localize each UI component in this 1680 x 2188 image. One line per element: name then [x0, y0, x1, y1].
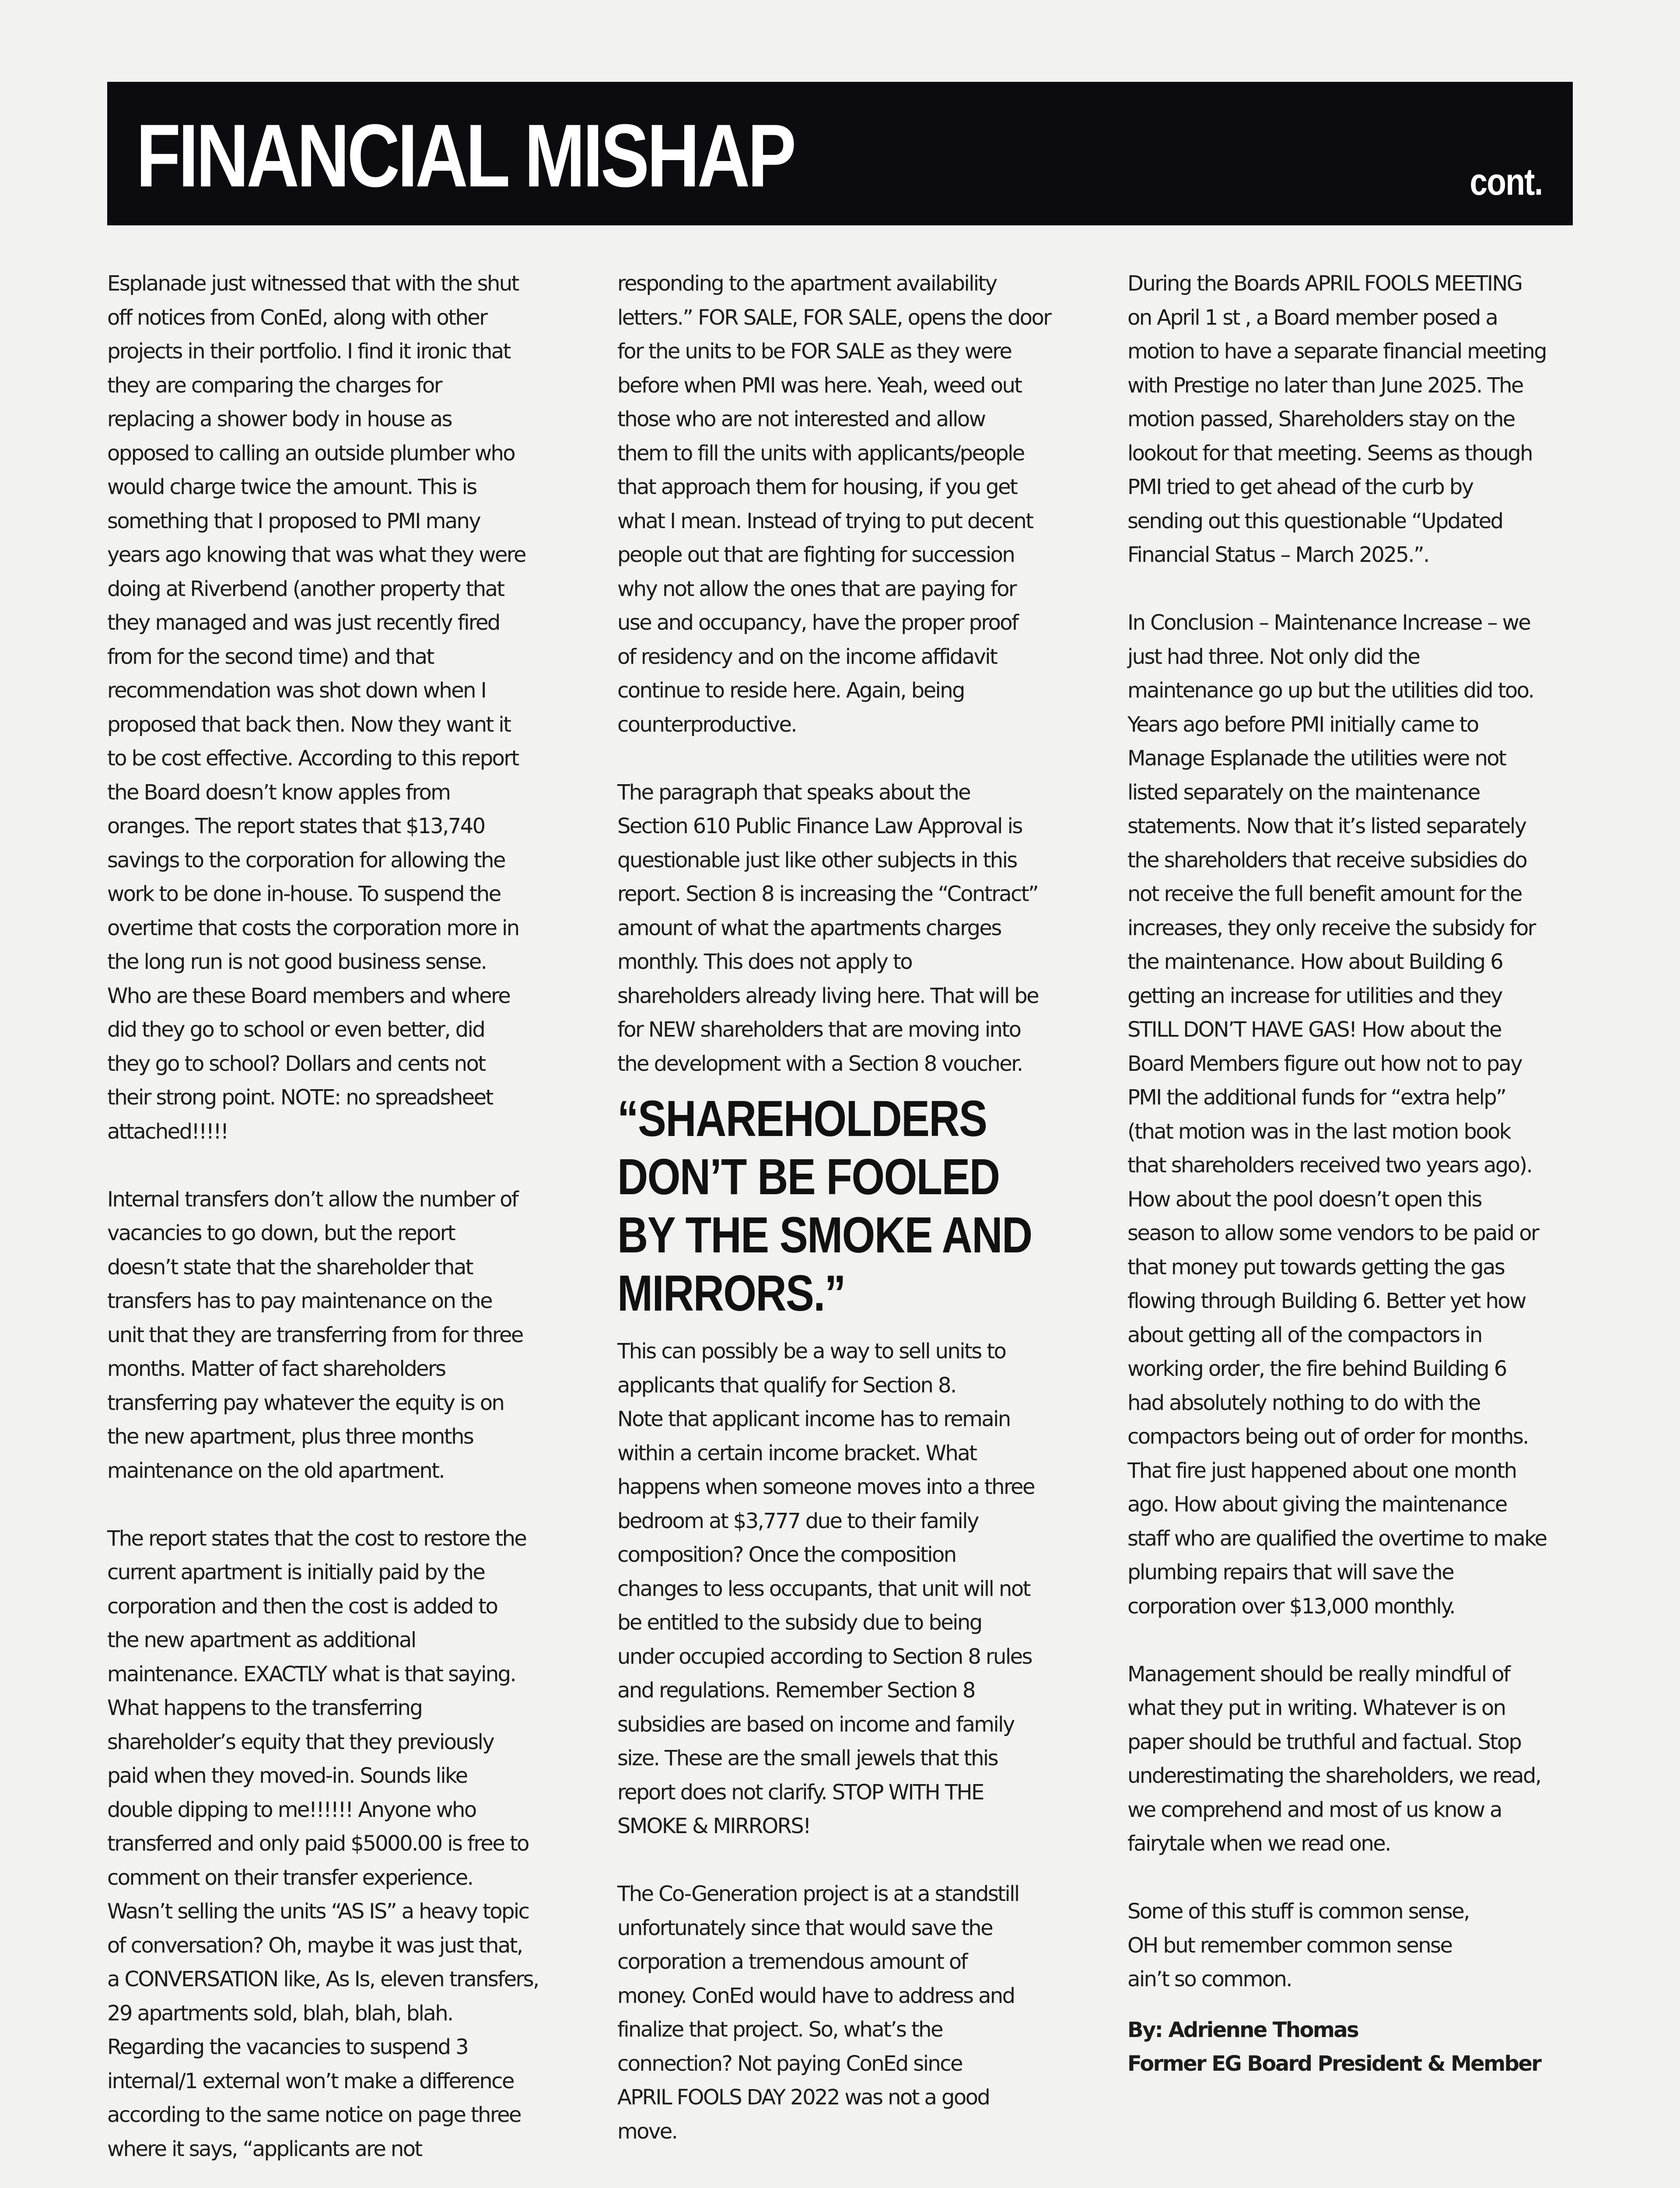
paragraph: The report states that the cost to restore the current apartment is initially paid by the corporation and then the cost is added to the new apartment as additional maintenance. EXACTLY what is that saying. What happens to the transferring shareholder’s equity that they previously paid when they moved-in. Sounds like double dipping to me!!!!!! Anyone who transferred and only paid $5000.00 is free to comment on their transfer experience. Wasn’t selling the units “AS IS” a heavy topic of conversation? Oh, maybe it was just that, a CONVERSATION like, As Is, eleven transfers, 29 apartments sold, blah, blah, blah. Regarding the vacancies to suspend 3 internal/1 external won’t make a difference according to the same notice on page three where it says, “applicants are not	[107, 1526, 539, 2161]
article-column-right	[1127, 267, 1574, 2115]
paragraph: During the Boards APRIL FOOLS MEETING on April 1 st , a Board member posed a motion to have a separate financial meeting with Prestige no later than June 2025. The motion passed, Shareholders stay on the lookout for that meeting. Seems as though PMI tried to get ahead of the curb by sending out this questionable “Updated Financial Status – March 2025.”.	[1127, 271, 1546, 567]
paragraph: Internal transfers don’t allow the number of vacancies to go down, but the report doesn’t state that the shareholder that transfers has to pay maintenance on the unit that they are transferring from for three months. Matter of fact shareholders transferring pay whatever the equity is on the new apartment, plus three months maintenance on the old apartment.	[107, 1187, 523, 1483]
paragraph: The Co-Generation project is at a standstill unfortunately since that would save the corporation a tremendous amount of money. ConEd would have to address and finalize that project. So, what’s the connection? Not paying ConEd since APRIL FOOLS DAY 2022 was not a good move.	[617, 1882, 1019, 2144]
article-column-middle	[617, 267, 1064, 2183]
paragraph: Esplanade just witnessed that with the shut off notices from ConEd, along with other projects in their portfolio. I find it ironic that they are comparing the charges for replacing a shower body in house as opposed to calling an outside plumber who would charge twice the amount. This is something that I proposed to PMI many years ago knowing that was what they were doing at Riverbend (another property that they managed and was just recently fired from for the second time) and that recommendation was shot down when I proposed that back then. Now they want it to be cost effective. According to this report the Board doesn’t know apples from oranges. The report states that $13,740 savings to the corporation for allowing the work to be done in-house. To suspend the overtime that costs the corporation more in the long run is not good business sense. Who are these Board members and where did they go to school or even better, did they go to school? Dollars and cents not their strong point. NOTE: no spreadsheet attached!!!!!	[107, 271, 525, 1144]
paragraph: Some of this stuff is common sense, OH but remember common sense ain’t so common.	[1127, 1899, 1469, 1992]
paragraph: In Conclusion – Maintenance Increase – we just had three. Not only did the maintenance go up but the utilities did too. Years ago before PMI initially came to Manage Esplanade the utilities were not listed separately on the maintenance statements. Now that it’s listed separately the shareholders that receive subsidies do not receive the full benefit amount for the increases, they only receive the subsidy for the maintenance. How about Building 6 getting an increase for utilities and they STILL DON’T HAVE GAS! How about the Board Members figure out how not to pay PMI the additional funds for “extra help” (that motion was in the last motion book that shareholders received two years ago). How about the pool doesn’t open this season to allow some vendors to be paid or that money put towards getting the gas flowing through Building 6. Better yet how about getting all of the compactors in working order, the fire behind Building 6 had absolutely nothing to do with the compactors being out of order for months. That fire just happened about one month ago. How about giving the maintenance staff who are qualified the overtime to make plumbing repairs that will save the corporation over $13,000 monthly.	[1127, 610, 1547, 1619]
author-byline: By: Adrienne Thomas Former EG Board President & Member	[1127, 2017, 1541, 2076]
paragraph: The paragraph that speaks about the Section 610 Public Finance Law Approval is questionable just like other subjects in this report. Section 8 is increasing the “Contract” amount of what the apartments charges monthly. This does not apply to shareholders already living here. That will be for NEW shareholders that are moving into the development with a Section 8 voucher.	[617, 780, 1039, 1076]
paragraph: Management should be really mindful of what they put in writing. Whatever is on paper should be truthful and factual. Stop underestimating the shareholders, we read, we comprehend and most of us know a fairytale when we read one.	[1127, 1662, 1541, 1856]
article-column-left	[107, 267, 553, 2188]
paragraph: This can possibly be a way to sell units to applicants that qualify for Section 8. Note that applicant income has to remain within a certain income bracket. What happens when someone moves into a three bedroom at $3,777 due to their family composition? Once the composition changes to less occupants, that unit will not be entitled to the subsidy due to being under occupied according to Section 8 rules and regulations. Remember Section 8 subsidies are based on income and family size. These are the small jewels that this report does not clarify. STOP WITH THE SMOKE & MIRRORS!	[617, 1339, 1034, 1838]
page-title: FINANCIAL MISHAP	[136, 106, 794, 206]
pull-quote: “SHAREHOLDERS DON’T BE FOOLED BY THE SMOKE AND MIRRORS.”	[617, 1090, 1032, 1322]
header-banner	[107, 82, 1573, 225]
continued-label: cont.	[1469, 161, 1542, 203]
paragraph: responding to the apartment availability letters.” FOR SALE, FOR SALE, opens the door for the units to be FOR SALE as they were before when PMI was here. Yeah, weed out those who are not interested and allow them to fill the units with applicants/people that approach them for housing, if you get what I mean. Instead of trying to put decent people out that are fighting for succession why not allow the ones that are paying for use and occupancy, have the proper proof of residency and on the income affidavit continue to reside here. Again, being counterproductive.	[617, 271, 1051, 737]
